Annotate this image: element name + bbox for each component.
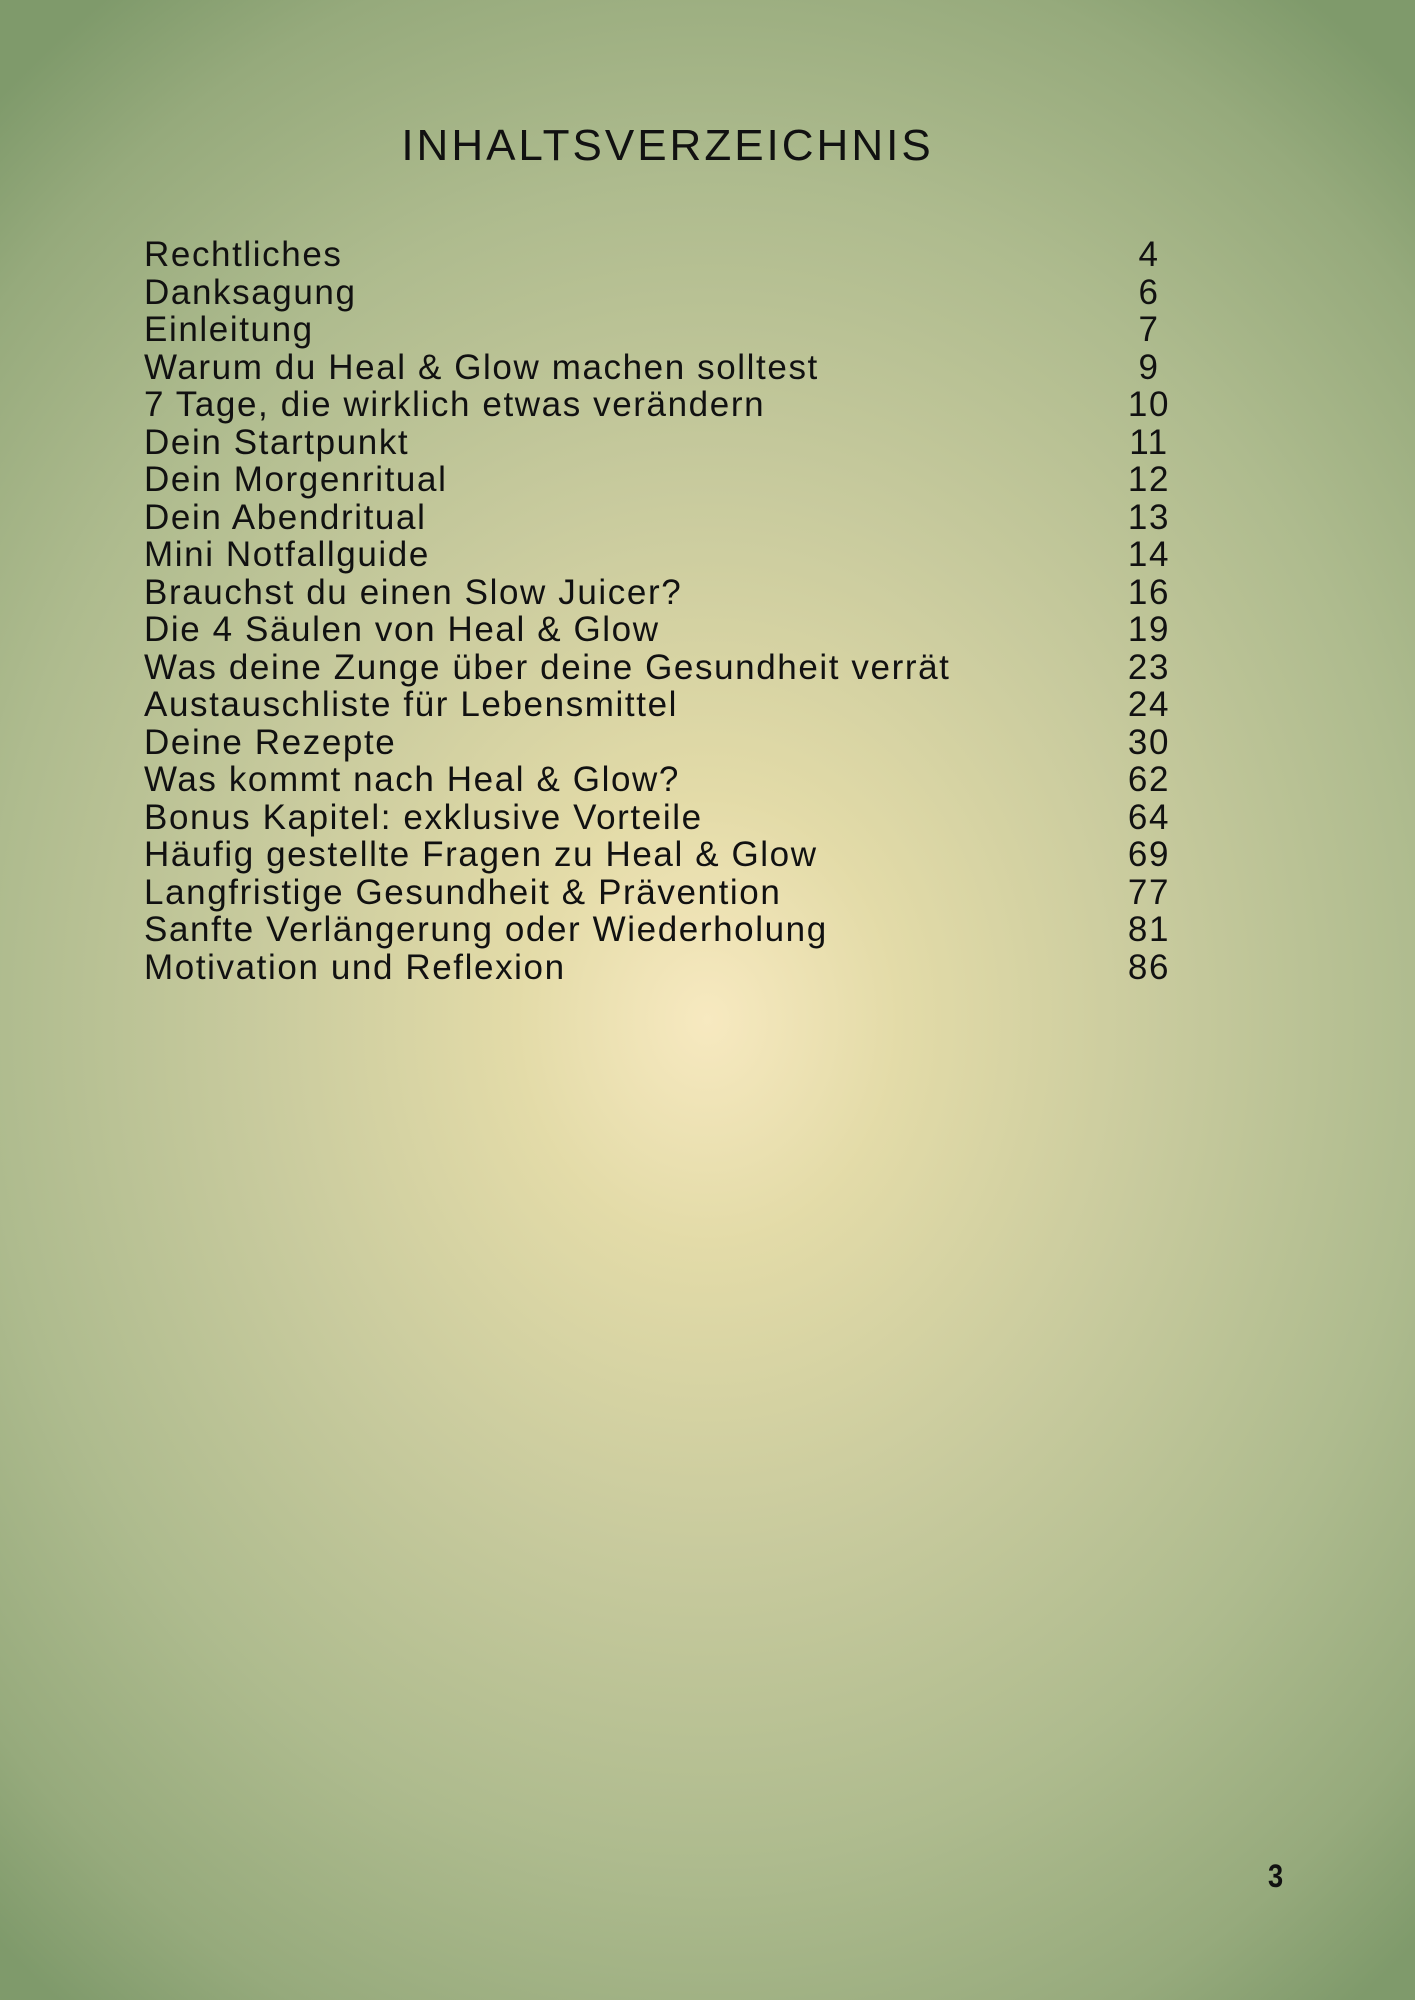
toc-entry-page: 30 — [1127, 722, 1171, 762]
toc-entry — [144, 686, 1184, 724]
toc-entry-title: Einleitung — [144, 310, 314, 349]
toc-entry — [144, 949, 1184, 987]
page-title: INHALTSVERZEICHNIS — [401, 121, 934, 170]
toc-entry — [144, 236, 1184, 274]
toc-entry — [144, 386, 1184, 424]
toc-entry-page: 13 — [1127, 497, 1171, 537]
toc-entry-page: 9 — [1138, 347, 1160, 387]
toc-entry-page: 4 — [1138, 235, 1160, 274]
toc-entry — [144, 274, 1184, 312]
toc-entry-page: 10 — [1127, 385, 1171, 424]
toc-entry-page: 23 — [1127, 647, 1171, 687]
toc-entry-page: 69 — [1127, 835, 1171, 874]
toc-entry — [144, 836, 1184, 874]
toc-entry — [144, 424, 1184, 462]
toc-entry-page: 14 — [1127, 535, 1171, 574]
toc-entry — [144, 574, 1184, 612]
toc-entry-title: Langfristige Gesundheit & Prävention — [144, 872, 782, 912]
toc-entry-page: 24 — [1127, 685, 1171, 724]
toc-entry-page: 81 — [1127, 910, 1171, 949]
toc-entry-title: Warum du Heal & Glow machen solltest — [144, 347, 819, 387]
toc-entry-title: Dein Startpunkt — [144, 422, 410, 462]
toc-entry-page: 7 — [1138, 310, 1160, 349]
toc-entry-title: Dein Abendritual — [144, 497, 427, 537]
toc-entry-title: Motivation und Reflexion — [144, 947, 566, 987]
toc-entry — [144, 611, 1184, 649]
toc-entry-page: 64 — [1127, 797, 1171, 837]
toc-entry-title: Austauschliste für Lebensmittel — [144, 685, 679, 724]
toc-entry-page: 6 — [1138, 272, 1160, 312]
toc-entry — [144, 911, 1184, 949]
toc-entry-title: Die 4 Säulen von Heal & Glow — [144, 610, 660, 649]
toc-entry-title: Deine Rezepte — [144, 722, 397, 762]
toc-entry-page: 77 — [1127, 872, 1171, 912]
toc-entry — [144, 536, 1184, 574]
toc-entry — [144, 349, 1184, 387]
toc-entry — [144, 874, 1184, 912]
toc-entry — [144, 649, 1184, 687]
toc-entry-title: Mini Notfallguide — [144, 535, 430, 574]
toc-entry — [144, 499, 1184, 537]
toc-entry-title: Rechtliches — [144, 235, 343, 274]
toc-entry-page: 11 — [1129, 422, 1169, 462]
toc-entry — [144, 311, 1184, 349]
toc-entry-page: 16 — [1127, 572, 1171, 612]
toc-entry-page: 86 — [1127, 947, 1171, 987]
toc-entry-page: 12 — [1127, 460, 1171, 499]
toc-entry — [144, 799, 1184, 837]
toc-entry — [144, 724, 1184, 762]
toc-entry-title: Sanfte Verlängerung oder Wiederholung — [144, 910, 828, 949]
toc-entry-title: Häufig gestellte Fragen zu Heal & Glow — [144, 835, 818, 874]
toc-entry-title: Dein Morgenritual — [144, 460, 448, 499]
table-of-contents — [144, 236, 1184, 986]
toc-entry-title: Was kommt nach Heal & Glow? — [144, 760, 680, 799]
toc-entry — [144, 461, 1184, 499]
toc-entry-page: 62 — [1127, 760, 1171, 799]
toc-entry-title: Was deine Zunge über deine Gesundheit verrät — [144, 647, 951, 687]
toc-entry-page: 19 — [1127, 610, 1171, 649]
toc-entry-title: Danksagung — [144, 272, 357, 312]
toc-entry-title: Bonus Kapitel: exklusive Vorteile — [144, 797, 703, 837]
toc-entry-title: Brauchst du einen Slow Juicer? — [144, 572, 683, 612]
toc-entry-title: 7 Tage, die wirklich etwas verändern — [144, 385, 766, 424]
page-number: 3 — [1268, 1858, 1284, 1894]
toc-entry — [144, 761, 1184, 799]
